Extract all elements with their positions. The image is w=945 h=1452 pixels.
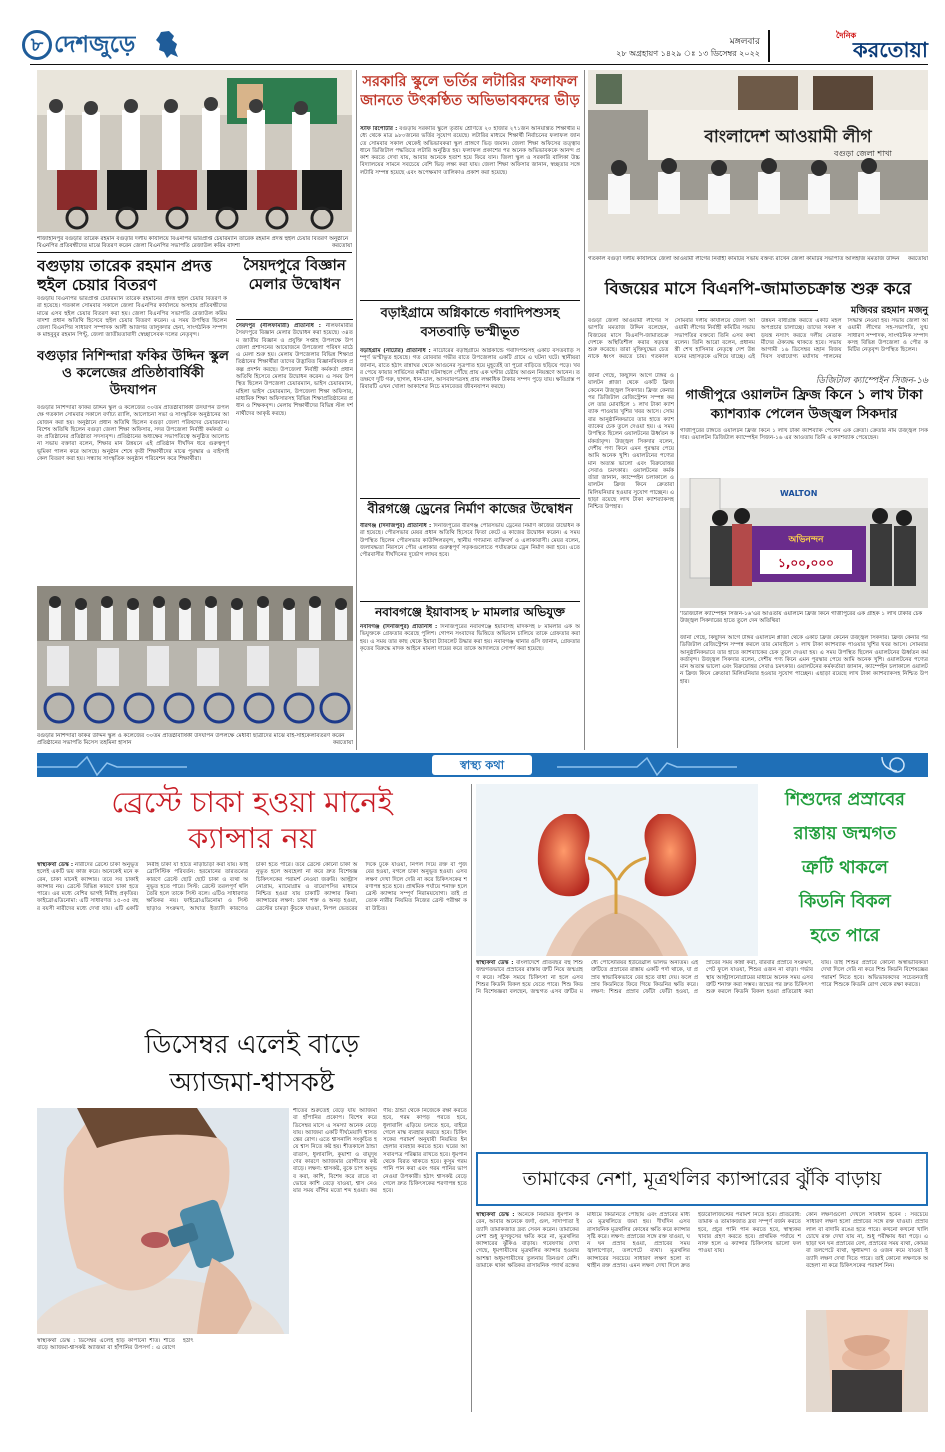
story4-headline: সরকারি স্কুলে ভর্তির লটারির ফলাফল জানতে উৎকণ্ঠিত অভিভাবকদের ভীড়: [360, 73, 580, 109]
story5-body: [360, 348, 580, 496]
h4-body-text: অনেকে নিয়মিত ধূমপান করেন, আবার অনেকে জর্দা, গুল, সাদাপাতা ইত্যাদি তামাকজাত দ্রব্য সেবন করেন। তামাকের নেশা শুধু ফুসফুসের ক্ষতি করে না, মূত্রথলির ক্যান্সারের ঝুঁকিও বাড়ায়। গবেষণায় দেখা গেছে, ধূমপায়ীদের মূত্রথলির ক্যান্সার হওয়ার আশঙ্কা অধূমপায়ীদের তুলনায় তিনগুণ বেশি। তামাকে থাকা ক্ষতিকর রাসায়নিক পদার্থ রক্তের মাধ্যমে কিডনিতে পৌঁছায় এবং প্রস্রাবের মাধ্যমে মূত্রথলিতে জমা হয়। দীর্ঘদিন এসব রাসায়নিক মূত্রথলির কোষের ক্ষতি করে ক্যান্সার সৃষ্টি করে। লক্ষণ: প্রস্রাবের সঙ্গে রক্ত যাওয়া, ঘন ঘন প্রস্রাব হওয়া, প্রস্রাবের সময় জ্বালাপোড়া, তলপেটে ব্যথা। মূত্রথলির ক্যান্সারের সবচেয়ে সাধারণ লক্ষণ হলো ব্যথাহীন রক্ত প্রস্রাব। এমন লক্ষণ দেখা দিলে দ্রুত ইউরোলজিস্টের পরামর্শ নিতে হবে। প্রতিরোধ: তামাক ও তামাকজাত দ্রব্য সম্পূর্ণ বর্জন করতে হবে, প্রচুর পানি পান করতে হবে, স্বাস্থ্যকর খাবার গ্রহণ করতে হবে। প্রাথমিক পর্যায়ে শনাক্ত হলে এ ক্যান্সার চিকিৎসায় ভালো ফল পাওয়া যায়।: [476, 1212, 801, 1270]
issue-day: মঙ্গলবার: [729, 37, 760, 47]
story6-headline: বীরগঞ্জে ড্রেনের নির্মাণ কাজের উদ্বোধন: [367, 502, 573, 517]
story9-headline: গাজীপুরে ওয়ালটন ফ্রিজ কিনে ১ লাখ টাকা ক্যাশব্যাক পেলেন উজ্জ্বল সিকদার: [685, 387, 923, 422]
h3-headline-line1: শিশুদের প্রস্রাবের: [785, 790, 905, 810]
h1-headline-line2: ক্যান্সার নয়: [188, 821, 316, 855]
story6-dateline: বীরগঞ্জ (দিনাজপুর) প্রতিনিধি :: [360, 523, 432, 529]
h2-headline-line1: ডিসেম্বর এলেই বাড়ে: [144, 1030, 360, 1060]
abdomen-illustration: [806, 1310, 928, 1412]
story2-body-text: নীলফামারীর সৈয়দপুরে বিজ্ঞান মেলার উদ্বোধন করা হয়েছে। ৩৪তম জাতীয় বিজ্ঞান ও প্রযুক্তি সপ্তাহ উপলক্ষে উপজেলা প্রশাসনের আয়োজনে উপজেলা পরিষদ মাঠে এ মেলা শুরু হয়। মেলায় উপজেলার বিভিন্ন শিক্ষাপ্রতিষ্ঠানের শিক্ষার্থীরা তাদের উদ্ভাবিত বিজ্ঞানবিষয়ক প্রকল্প প্রদর্শন করছে। উপজেলা নির্বাহী কর্মকর্তা প্রধান অতিথি হিসেবে মেলার উদ্বোধন করেন। এ সময় উপস্থিত ছিলেন উপজেলা চেয়ারম্যান, ভাইস চেয়ারম্যান, মহিলা ভাইস চেয়ারম্যান, উপজেলা শিক্ষা অফিসার, মাধ্যমিক শিক্ষা অফিসারসহ বিভিন্ন শিক্ষাপ্রতিষ্ঠানের প্রধান ও শিক্ষকবৃন্দ। মেলায় শিক্ষার্থীদের বিভিন্ন স্টল দর্শনার্থীদের আকৃষ্ট করছে।: [236, 323, 353, 417]
story2-body: [236, 323, 353, 583]
health-section-band: [37, 753, 928, 777]
h3-headline-line3: ত্রুটি থাকলে: [802, 858, 888, 878]
h1-headline-line1: ব্রেস্টে চাকা হওয়া মানেই: [111, 785, 393, 819]
story3-headline: বগুড়ার নিশিন্দারা ফকির উদ্দিন স্কুল ও কলেজের প্রতিষ্ঠাবার্ষিকী উদযাপন: [37, 348, 229, 398]
inhaler-photo: [37, 1108, 289, 1334]
h2-closing: অ্যাজমা বা হাঁপানির উপসর্গ : এ রোগে হঠাৎ: [87, 1338, 194, 1352]
story8-headline: বিজয়ের মাসে বিএনপি-জামাতচক্রান্ত শুরু করে: [604, 279, 912, 298]
story3-caption: [37, 733, 353, 749]
story1-credit: করতোয়া: [332, 243, 352, 249]
h3-headline-line2: রাস্তায় জন্মগত: [793, 824, 897, 844]
story8-byline-row: [588, 304, 928, 316]
story5-body-text: নাটোরের বড়াইগ্রামে অগ্নিকান্ডে গবাদিপশুসহ একটি বসতবাড়ি সম্পূর্ণ ভস্মীভূত হয়েছে। গত রোববার গভীর রাতে উপজেলার একটি গ্রামে এ ঘটনা ঘটে। স্থানীয়রা জানান, রাতে হঠাৎ রান্নাঘর থেকে আগুনের সূত্রপাত হয়ে মুহূর্তেই তা পুরো বাড়িতে ছড়িয়ে পড়ে। খবর পেয়ে ফায়ার সার্ভিসের কর্মীরা ঘটনাস্থলে পৌঁছে প্রায় এক ঘণ্টার চেষ্টায় আগুন নিয়ন্ত্রণে আনেন। ততক্ষণে দুটি গরু, ছাগল, ধান-চাল, আসবাবপত্রসহ প্রায় লক্ষাধিক টাকার সম্পদ পুড়ে যায়। ক্ষতিগ্রস্ত পরিবারটি এখন খোলা আকাশের নিচে মানবেতর জীবনযাপন করছে।: [360, 348, 580, 391]
h1-dateline: স্বাস্থ্যকথা ডেস্ক :: [37, 862, 74, 868]
story1-caption-text: শাজাহানপুর বগুড়ার তারেক রহমান বগুড়ার দলীয় কার্যালয়ে বিএনপির ভারপ্রাপ্ত চেয়ারম্যান তারেক রহমান প্রদত্ত হুইল চেয়ার বিতরণ অনুষ্ঠানে বিএনপির প্রতিবন্ধীদের মাঝে বিতরণ করেন জেলা বিএনপির সভাপতি রেজাউল করিম বাদশা: [37, 236, 349, 249]
story4-rule: [360, 300, 580, 301]
h4-tail: কোন লক্ষণগুলো দেখলে সাবধান হবেন : সবচেয়ে সাধারণ লক্ষণ হলো প্রস্রাবের সঙ্গে রক্ত যাওয়া। প্রস্রাব লাল বা বাদামি রঙের হতে পারে। কখনো কখনো খালি চোখে রক্ত দেখা যায় না, শুধু পরীক্ষায় ধরা পড়ে। এছাড়া ঘন ঘন প্রস্রাবের বেগ, প্রস্রাবের সময় ব্যথা, কোমর বা তলপেটে ব্যথা, ক্ষুধামন্দা ও ওজন কমে যাওয়া ইত্যাদি লক্ষণ দেখা দিতে পারে। তাই কোনো লক্ষণকে অবহেলা না করে চিকিৎসকের পরামর্শ নিন।: [806, 1212, 928, 1270]
story2-rule: [236, 319, 353, 320]
story7-dateline: নবাবগঞ্জ (দিনাজপুর) প্রতিনিধি :: [360, 624, 438, 630]
masthead-divider: [768, 30, 770, 62]
story5-dateline: বড়াইগ্রাম (নাটোর) প্রতিনিধি :: [360, 348, 431, 354]
bicycle-photo: [37, 586, 353, 730]
story9-lead: গাজীপুরের টঙ্গিতে ওয়ালটন ফ্রিজ কিনে ১ লাখ টাকা ক্যাশব্যাক পেলেন এক ক্রেতা। ক্রেতার নাম উজ্জ্বল সিকদার। ওয়ালটন ডিজিটাল ক্যাম্পেইন সিজন-১৬ এর আওতায় তিনি এ ক্যাশব্যাক পেয়েছেন।: [680, 428, 928, 442]
awami-league-meeting-photo: [588, 70, 928, 252]
h2-headline-line2: অ্যাজমা-শ্বাসকষ্ট: [169, 1068, 335, 1098]
top-col-rule-1: [356, 70, 357, 750]
h3-headline-block: [762, 784, 928, 956]
health-band-title: স্বাস্থ্য কথা: [432, 755, 532, 775]
h4-headline: তামাকের নেশা, মূত্রথলির ক্যান্সারের ঝুঁকি বাড়ায়: [522, 1168, 882, 1190]
story5-rule: [360, 498, 580, 499]
h2-caption-text: স্বাস্থ্যকথা ডেস্ক : ডিসেম্বর এলেই হাড় কাঁপানো শীত। শীতে বাড়ে অ্যাজমা-শ্বাসকষ্ট: [37, 1338, 175, 1352]
photo-banner: অভিনন্দন: [788, 535, 824, 545]
kidney-illustration: [476, 784, 758, 956]
story1-caption: [37, 236, 352, 250]
h4-dateline: স্বাস্থ্যকথা ডেস্ক :: [476, 1212, 515, 1218]
h2-body: শীতের শুরুতেই বেড়ে যায় অ্যাজমা বা হাঁপানির প্রকোপ। বিশেষ করে ডিসেম্বর মাসে এ সমস্যা অনেক বেড়ে যায়। অ্যাজমা একটি দীর্ঘমেয়াদি শ্বাসতন্ত্রের রোগ। এতে শ্বাসনালি সংকুচিত হয়ে শ্বাস নিতে কষ্ট হয়। শীতকালে ঠান্ডা বাতাস, ধুলাবালি, কুয়াশা ও বায়ুদূষণের কারণে অ্যাজমার রোগীদের কষ্ট বাড়ে। লক্ষণ: শ্বাসকষ্ট, বুকে চাপ অনুভব করা, কাশি, বিশেষ করে রাতে বা ভোরে কাশি বেড়ে যাওয়া, শ্বাস নেওয়ার সময় বাঁশির মতো শব্দ হওয়া। করণীয়: ঠান্ডা থেকে নিজেকে রক্ষা করতে হবে, গরম কাপড় পরতে হবে, ধুলাবালি এড়িয়ে চলতে হবে, বাইরে গেলে মাস্ক ব্যবহার করতে হবে। চিকিৎসকের পরামর্শ অনুযায়ী নিয়মিত ইনহেলার ব্যবহার করতে হবে। ঘরের আসবাবপত্র পরিষ্কার রাখতে হবে। ধূমপান থেকে বিরত থাকতে হবে। কুসুম গরম পানি পান করা এবং গরম পানির ভাপ নেওয়া উপকারী। হঠাৎ শ্বাসকষ্ট বেড়ে গেলে দ্রুত চিকিৎসকের শরণাপন্ন হতে হবে।: [293, 1108, 467, 1195]
banner-sub: বগুড়া জেলা শাখা: [834, 149, 892, 158]
h3-headline-line5: হতে পারে: [810, 926, 880, 946]
masthead-bottom-rule: [30, 64, 928, 65]
story9-kicker: ডিজিটাল ক্যাম্পেইন সিজন-১৬: [815, 376, 928, 386]
story8-caption: [588, 256, 928, 272]
story2-headline: সৈয়দপুরে বিজ্ঞান মেলার উদ্বোধন: [243, 256, 346, 293]
story3-credit: করতোয়া: [333, 740, 353, 746]
story7-body-text: দিনাজপুরের নবাবগঞ্জে ইয়াবাসহ মাদকসহ ৮ মামলার এক অভিযুক্তকে গ্রেফতার করেছে পুলিশ। গোপন সংবাদের ভিত্তিতে অভিযান চালিয়ে তাকে গ্রেফতার করা হয়। এ সময় তার কাছ থেকে ইয়াবা ট্যাবলেট উদ্ধার করা হয়। নবাবগঞ্জ থানার ওসি জানান, গ্রেফতারকৃতের বিরুদ্ধে মাদক আইনে মামলা দায়ের করে তাকে আদালতে সোপর্দ করা হয়েছে।: [360, 624, 580, 652]
story6-body-text: দিনাজপুরের বীরগঞ্জ পৌরসভায় ড্রেনের নির্মাণ কাজের উদ্বোধন করা হয়েছে। পৌরসভার মেয়র প্রধান অতিথি হিসেবে ফিতা কেটে এ কাজের উদ্বোধন করেন। এ সময় উপস্থিত ছিলেন পৌরসভার কাউন্সিলরবৃন্দ, স্থানীয় গণ্যমান্য ব্যক্তিবর্গ ও এলাকাবাসী। মেয়র বলেন, জলাবদ্ধতা নিরসনে পৌর এলাকার গুরুত্বপূর্ণ সড়কগুলোতে পর্যায়ক্রমে ড্রেন নির্মাণ করা হবে। এতে পৌরবাসীর দীর্ঘদিনের দুর্ভোগ লাঘব হবে।: [360, 523, 580, 559]
h2-caption: [37, 1338, 467, 1412]
banner-text: বাংলাদেশ আওয়ামী লীগ: [704, 127, 872, 147]
story4-dateline: স্টাফ রিপোর্টার :: [360, 126, 398, 132]
story9-body-left: জানা গেছে, কিছুদিন আগে টঙ্গির ওয়ালটন প্লাজা থেকে একটি ফ্রিজ কেনেন উজ্জ্বল সিকদার। ফ্রিজ কেনার পর ডিজিটাল রেজিস্ট্রেশন সম্পন্ন করলে তার মোবাইলে ১ লাখ টাকা ক্যাশব্যাক পাওয়ার খুশির খবর আসে। সোমবার আনুষ্ঠানিকভাবে তার হাতে ক্যাশব্যাকের চেক তুলে দেওয়া হয়। এ সময় উপস্থিত ছিলেন ওয়ালটনের ঊর্ধ্বতন কর্মকর্তাবৃন্দ। উজ্জ্বল সিকদার বলেন, দেশীয় পণ্য কিনে এমন পুরস্কার পেয়ে আমি অনেক খুশি। ওয়ালটনের পণ্যের মান অত্যন্ত ভালো এবং বিক্রয়োত্তর সেবাও চমৎকার। ওয়ালটনের কর্মকর্তারা জানান, ক্যাম্পেইন চলাকালে ওয়ালটন ফ্রিজ কিনে ক্রেতারা মিলিয়নিয়ার হওয়ার সুযোগ পাচ্ছেন। এছাড়া রয়েছে লাখ টাকা ক্যাশব্যাকসহ নিশ্চিত উপহার।: [588, 373, 674, 511]
inhaler-illustration: [37, 1108, 289, 1334]
h4-headline-box: [476, 1152, 928, 1206]
section-logo: [22, 30, 182, 60]
top-col-rule-3: [677, 373, 678, 748]
h4-body: [476, 1212, 801, 1412]
story6-rule: [360, 601, 580, 602]
meeting-photo-illustration: [588, 70, 928, 252]
story8-body: বগুড়া জেলা আওয়ামী লীগের সভাপতি মমতাজ উদ্দিন বলেছেন, বিজয়ের মাসে বিএনপি-জামাতচক্র দেশকে অস্থিতিশীল করার ষড়যন্ত্র শুরু করেছে। তারা মুক্তিযুদ্ধের চেতনাকে ধ্বংস করতে চায়। গতকাল সোমবার দলীয় কার্যালয়ে জেলা আওয়ামী লীগের নির্বাহী কমিটির সভায় সভাপতির বক্তব্যে তিনি এসব কথা বলেন। তিনি আরো বলেন, প্রধানমন্ত্রী শেখ হাসিনার নেতৃত্বে দেশ উন্নয়নের মহাসড়কে এগিয়ে যাচ্ছে। এই উন্নয়ন বাধাগ্রস্ত করতে একটি মহল অপপ্রচার চালাচ্ছে। তাদের সকল ষড়যন্ত্র নস্যাৎ করতে দলীয় নেতাকর্মীদের ঐক্যবদ্ধ থাকতে হবে। সভায় আগামী ১৬ ডিসেম্বর মহান বিজয় দিবস যথাযোগ্য মর্যাদায় পালনের সিদ্ধান্ত নেওয়া হয়। সভায় জেলা আওয়ামী লীগের সহ-সভাপতি, যুগ্ম সাধারণ সম্পাদক, সাংগঠনিক সম্পাদকসহ বিভিন্ন উপজেলা ও পৌর কমিটির নেতৃবৃন্দ উপস্থিত ছিলেন।: [588, 318, 928, 361]
story7-body: [360, 624, 580, 748]
story8-caption-text: গতকাল বগুড়া দলীয় কার্যালয়ে জেলা আওয়ামী লীগের নির্বাহী কমিটির সভায় বক্তব্য রাখেন জেলা কমিটির সভাপতি আলহাজ মমতাজ উদ্দিন: [588, 256, 900, 262]
h3-dateline: স্বাস্থ্যকথা ডেস্ক :: [476, 960, 514, 966]
story6-body: [360, 523, 580, 599]
story7-headline: নবাবগঞ্জে ইয়াবাসহ ৮ মামলার অভিযুক্ত: [375, 605, 565, 619]
wheelchair-photo: [37, 70, 352, 232]
h2-headline-box: [37, 1025, 467, 1105]
story9-body: জানা গেছে, কিছুদিন আগে টঙ্গির ওয়ালটন প্লাজা থেকে একটি ফ্রিজ কেনেন উজ্জ্বল সিকদার। ফ্রিজ কেনার পর ডিজিটাল রেজিস্ট্রেশন সম্পন্ন করলে তার মোবাইলে ১ লাখ টাকা ক্যাশব্যাক পাওয়ার খুশির খবর আসে। সোমবার আনুষ্ঠানিকভাবে তার হাতে ক্যাশব্যাকের চেক তুলে দেওয়া হয়। এ সময় উপস্থিত ছিলেন ওয়ালটনের ঊর্ধ্বতন কর্মকর্তাবৃন্দ। উজ্জ্বল সিকদার বলেন, দেশীয় পণ্য কিনে এমন পুরস্কার পেয়ে আমি অনেক খুশি। ওয়ালটনের পণ্যের মান অত্যন্ত ভালো এবং বিক্রয়োত্তর সেবাও চমৎকার। ওয়ালটনের কর্মকর্তারা জানান, ক্যাম্পেইন চলাকালে ওয়ালটন ফ্রিজ কিনে ক্রেতারা মিলিয়নিয়ার হওয়ার সুযোগ পাচ্ছেন। এছাড়া রয়েছে লাখ টাকা ক্যাশব্যাকসহ নিশ্চিত উপহার।: [680, 635, 928, 685]
h1-body-text: নারীদের ব্রেস্টে চাকা অনুভূত হলেই একটি ভয় কাজ করে। অনেকেই মনে করেন, চাকা মানেই ক্যান্সার। তবে সব চাকাই ক্যান্সার নয়। ব্রেস্টে বিভিন্ন কারণে চাকা হতে পারে। এর মধ্যে বেশির ভাগই নিরীহ প্রকৃতির। ফাইব্রোএডিনোমা: এটি সাধারণত ১৫-৩৫ বছর বয়সী নারীদের মধ্যে দেখা যায়। এটি একটি নিরীহ চাকা যা হাতে নাড়াচাড়া করা যায়। ফাইব্রোসিস্টিক পরিবর্তন: হরমোনের তারতম্যের কারণে ব্রেস্টে ছোট ছোট চাকা ও ব্যথা অনুভূত হতে পারে। সিস্ট: ব্রেস্টে তরলপূর্ণ থলি তৈরি হলে তাকে সিস্ট বলে। এটিও সাধারণত ক্ষতিকর নয়। ফাইব্রোএডিনোমা ও সিস্ট ছাড়াও সংক্রমণ, আঘাত ইত্যাদি কারণেও চাকা হতে পারে। তবে ব্রেস্টে কোনো চাকা অনুভূত হলে অবহেলা না করে দ্রুত বিশেষজ্ঞ চিকিৎসকের পরামর্শ নেওয়া জরুরি। আল্ট্রাসনোগ্রাম, ম্যামোগ্রাম ও বায়োপসির মাধ্যমে নিশ্চিত হওয়া যায় চাকাটি ক্যান্সার কিনা। ক্যান্সারের লক্ষণ: চাকা শক্ত ও অনড় হওয়া, ব্রেস্টের চামড়া কুঁচকে যাওয়া, নিপল ভেতরের দিকে ঢুকে যাওয়া, নিপল দিয়ে রক্ত বা পুঁজ বের হওয়া, বগলে চাকা অনুভূত হওয়া। এসব লক্ষণ দেখা দিলে দেরি না করে চিকিৎসকের শরণাপন্ন হতে হবে। প্রাথমিক পর্যায়ে শনাক্ত হলে ব্রেস্ট ক্যান্সার সম্পূর্ণ নিরাময়যোগ্য। তাই প্রত্যেক নারীর নিয়মিত নিজের ব্রেস্ট পরীক্ষা করা উচিত।: [37, 862, 467, 912]
bottom-col-rule: [471, 784, 472, 1412]
h3-headline-line4: কিডনি বিকল: [799, 892, 891, 912]
story4-body: [360, 126, 580, 296]
issue-date: ২৮ অগ্রহায়ণ ১৪২৯ ঃ ১৩ ডিসেম্বর ২০২২: [616, 49, 760, 58]
page-number-badge: ৮: [22, 30, 52, 60]
story1-headline: বগুড়ায় তারেক রহমান প্রদত্ত হুইল চেয়ার বিতরণ: [37, 256, 212, 294]
wheelchair-photo-illustration: [37, 70, 352, 232]
h3-body: [476, 960, 928, 1148]
masthead: [0, 0, 945, 66]
top-col-rule-2: [584, 70, 585, 750]
story5-headline: বড়াইগ্রামে অগ্নিকান্ডে গবাদিপশুসহ বসতবাড়ি ভস্মীভূত: [380, 306, 560, 340]
walton-brand: WALTON: [780, 489, 818, 498]
cheque-amount: ১,০০,০০০: [778, 556, 834, 570]
kidney-photo: [476, 784, 758, 956]
walton-photo-illustration: [680, 478, 928, 608]
story2-dateline: সৈয়দপুর (নীলফামারী) প্রতিনিধি :: [236, 323, 321, 329]
story3-body: বগুড়ার নিশিন্দারা ফকির উদ্দিন স্কুল ও কলেজের ৩০তম প্রতিষ্ঠাবার্ষিকী উদযাপন উপলক্ষে গতকাল সোমবার সকালে বর্ণাঢ্য র‌্যালি, আলোচনা সভা ও সাংস্কৃতিক অনুষ্ঠানের আয়োজন করা হয়। অনুষ্ঠানে প্রধান অতিথি ছিলেন বগুড়া জেলা পরিষদের চেয়ারম্যান। বিশেষ অতিথি ছিলেন বগুড়া জেলা শিক্ষা অফিসার, সদর উপজেলা নির্বাহী কর্মকর্তা এবং প্রতিষ্ঠানের প্রতিষ্ঠাতা সদস্যবৃন্দ। প্রতিষ্ঠানের অধ্যক্ষের সভাপতিত্বে অনুষ্ঠিত আলোচনা সভায় বক্তারা বলেন, শিক্ষার মান উন্নয়নে এই প্রতিষ্ঠান দীর্ঘদিন ধরে গুরুত্বপূর্ণ ভূমিকা পালন করে আসছে। অনুষ্ঠান শেষে কৃতী শিক্ষার্থীদের মাঝে পুরস্কার ও বাইসাইকেল বিতরণ করা হয়। সন্ধ্যায় সাংস্কৃতিক অনুষ্ঠান পরিবেশন করে শিক্ষার্থীরা।: [37, 405, 229, 463]
brand-small: দৈনিক: [836, 31, 857, 40]
bicycle-photo-illustration: [37, 586, 353, 730]
section-title: দেশজুড়ে: [54, 31, 136, 58]
h1-body: [37, 862, 467, 1019]
story1-body: বগুড়ায় বিএনপির ভারপ্রাপ্ত চেয়ারম্যান তারেক রহমানের প্রদত্ত হুইল চেয়ার বিতরণ করা হয়েছে। গতকাল সোমবার সকালে জেলা বিএনপির কার্যালয়ে অসহায় প্রতিবন্ধীদের মাঝে এসব হুইল চেয়ার বিতরণ করা হয়। জেলা বিএনপির সভাপতি রেজাউল করিম বাদশা প্রধান অতিথি হিসেবে হুইল চেয়ার বিতরণ করেন। এ সময় উপস্থিত ছিলেন জেলা বিএনপির সাধারণ সম্পাদক আলী আজগর তালুকদার হেনা, সাংগঠনিক সম্পাদক মাহবুবুর রহমান পিন্টু, জেলা জাতীয়তাবাদী স্বেচ্ছাসেবক দলের নেতৃবৃন্দ।: [37, 296, 227, 339]
brand-logo: করতোয়া: [853, 37, 928, 62]
story4-body-text: বগুড়ায় সরকারি স্কুলে তৃতীয় শ্রেণিতে ২০ হাজার ২৭১জন অনিয়ন্ত্রিত শিক্ষার্থীর মধ্যে থেকে মাত্র ৯৮০জনের ভর্তির সুযোগ রয়েছে। লটারির মাধ্যমে শিক্ষার্থী নির্বাচনের ফলাফল জানতে সোমবার সকাল থেকেই অভিভাবকরা স্কুল প্রাঙ্গণে ভিড় জমান। জেলা শিক্ষা অফিসের তত্ত্বাবধানে ডিজিটাল পদ্ধতিতে লটারি অনুষ্ঠিত হয়। ফলাফল প্রকাশের পর অনেক অভিভাবককে আনন্দ প্রকাশ করতে দেখা যায়, আবার অনেকে হতাশ হয়ে ফিরে যান। জিলা স্কুল ও সরকারি বালিকা উচ্চ বিদ্যালয়ের সামনে সবচেয়ে বেশি ভিড় লক্ষ্য করা যায়। জেলা শিক্ষা অফিসার জানান, স্বচ্ছতার সঙ্গে লটারি সম্পন্ন হয়েছে এবং অপেক্ষমাণ তালিকাও প্রকাশ করা হয়েছে।: [360, 126, 580, 176]
h3-body-text: বাংলাদেশে প্রতিবছর বহু শিশু জন্মগতভাবে প্রস্রাবের রাস্তায় ত্রুটি নিয়ে জন্মগ্রহণ করে। সঠিক সময়ে চিকিৎসা না হলে এসব শিশুর কিডনি বিকল হয়ে যেতে পারে। শিশু কিডনি বিশেষজ্ঞরা বলছেন, জন্মগত এসব ত্রুটির মধ্যে পোস্টেরিয়র ইউরেথ্রাল ভালভ অন্যতম। এই ত্রুটিতে প্রস্রাবের রাস্তায় একটি পর্দা থাকে, যা প্রস্রাব স্বাভাবিকভাবে বের হতে বাধা দেয়। ফলে প্রস্রাব কিডনিতে ফিরে গিয়ে কিডনির ক্ষতি করে। লক্ষণ: শিশুর প্রস্রাব ফোঁটা ফোঁটা হওয়া, প্রস্রাবের সময় কান্না করা, বারবার প্রস্রাবে সংক্রমণ, পেট ফুলে যাওয়া, শিশুর ওজন না বাড়া। গর্ভাবস্থায় আল্ট্রাসনোগ্রামের মাধ্যমে অনেক সময় এসব ত্রুটি শনাক্ত করা সম্ভব। জন্মের পর দ্রুত চিকিৎসা শুরু করলে কিডনি বিকল হওয়া প্রতিরোধ করা যায়। তাই শিশুর প্রস্রাবে কোনো অস্বাভাবিকতা দেখা দিলে দেরি না করে শিশু কিডনি বিশেষজ্ঞের পরামর্শ নিতে হবে। অভিভাবকদের সচেতনতাই পারে শিশুকে কিডনি রোগ থেকে রক্ষা করতে।: [476, 960, 928, 996]
story9-caption: 'ডিজিটাল ক্যাম্পেইন সিজন-১৬'এর আওতায় ওয়ালটন ফ্রিজ কিনে গাজীপুরের এক গ্রাহক ১ লাখ টাকার চেক উজ্জ্বল সিকদারের হাতে তুলে দেন অতিথিরা: [680, 611, 923, 624]
story3-caption-text: বগুড়ার নিশিন্দারা ফকির উদ্দিন স্কুল ও কলেজের ৩০তম প্রতিষ্ঠাবার্ষিকী উদযাপন উপলক্ষে মেধাবী ছাত্রীদের মাঝে বাই-সাইকেলবিতরণ করেন প্রতিষ্ঠানের সভাপতি মিসেস তহমিনা হাসান: [37, 733, 345, 746]
walton-photo: [680, 478, 928, 608]
abdomen-pain-photo: [806, 1310, 928, 1412]
bangladesh-map-icon: [155, 30, 179, 60]
story8-credit: করতোয়া: [908, 256, 928, 262]
story8-byline: মজিবর রহমান মজনু: [851, 305, 928, 316]
story1-rule: [37, 252, 352, 253]
byline-rule: [698, 310, 818, 311]
